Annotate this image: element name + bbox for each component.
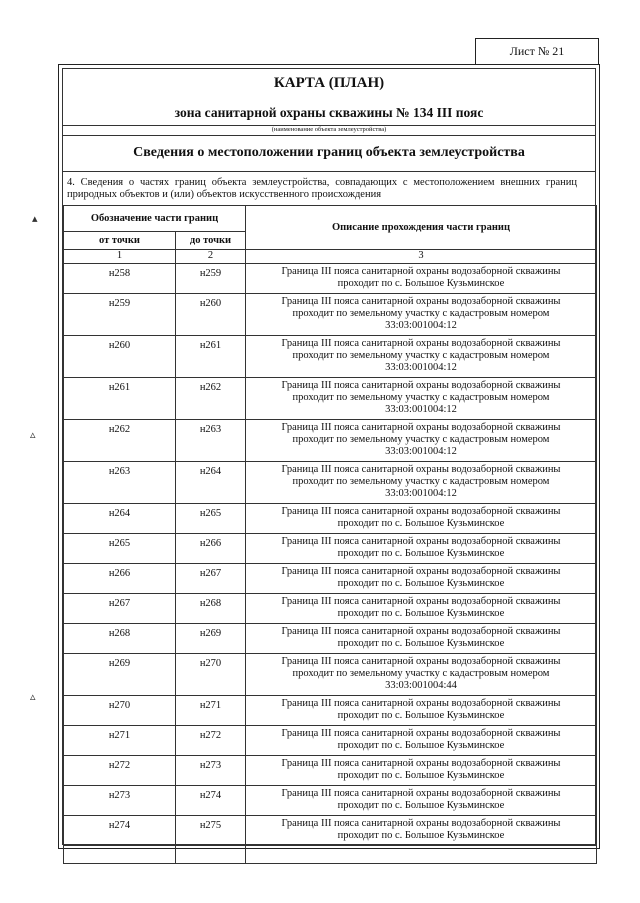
from-point-cell: н268 [64,624,176,654]
column-number: 3 [246,250,597,264]
description-line: проходит по с. Большое Кузьминское [337,638,505,649]
table-row [64,564,597,594]
to-point-cell: н264 [176,462,246,504]
description-line: Граница III пояса санитарной охраны водозаборной скважины [281,656,561,667]
column-number: 2 [176,250,246,264]
description-line: проходит по земельному участку с кадастровым номером [292,668,550,679]
description-line: проходит по с. Большое Кузьминское [337,710,505,721]
description-cell [246,624,597,654]
description-cell [246,564,597,594]
description-cell [246,294,597,336]
from-point-cell: н272 [64,756,176,786]
table-row [64,462,597,504]
description-cell [246,504,597,534]
description-cell [246,264,597,294]
to-point-cell: н259 [176,264,246,294]
empty-cell [246,846,597,864]
description-line: проходит по с. Большое Кузьминское [337,830,505,841]
description-line: Граница III пояса санитарной охраны водозаборной скважины [281,698,561,709]
description-header: Описание прохождения части границ [246,206,597,250]
description-line: проходит по с. Большое Кузьминское [337,800,505,811]
to-point-cell: н270 [176,654,246,696]
table-row [64,696,597,726]
from-point-cell: н262 [64,420,176,462]
description-cell [246,420,597,462]
to-point-cell: н272 [176,726,246,756]
table-row [64,756,597,786]
from-point-cell: н258 [64,264,176,294]
to-point-cell: н261 [176,336,246,378]
description-line: Граница III пояса санитарной охраны водозаборной скважины [281,818,561,829]
scan-mark: ▵ [30,429,36,441]
description-line: проходит по земельному участку с кадастровым номером [292,308,550,319]
description-cell [246,336,597,378]
scan-mark: ▵ [30,691,36,703]
table-row [64,786,597,816]
from-point-cell: н269 [64,654,176,696]
table-row [64,534,597,564]
to-point-cell: н263 [176,420,246,462]
description-line: проходит по земельному участку с кадастровым номером [292,476,550,487]
from-point-cell: н270 [64,696,176,726]
description-line: Граница III пояса санитарной охраны водозаборной скважины [281,338,561,349]
description-line: 33:03:001004:12 [385,362,457,373]
description-line: Граница III пояса санитарной охраны водозаборной скважины [281,380,561,391]
description-line: проходит по с. Большое Кузьминское [337,740,505,751]
description-line: Граница III пояса санитарной охраны водозаборной скважины [281,296,561,307]
description-line: Граница III пояса санитарной охраны водозаборной скважины [281,422,561,433]
group-header: Обозначение части границ [64,206,246,232]
description-line: Граница III пояса санитарной охраны водозаборной скважины [281,788,561,799]
description-line: проходит по с. Большое Кузьминское [337,548,505,559]
divider [63,171,595,172]
from-point-cell: н273 [64,786,176,816]
description-line: проходит по земельному участку с кадастровым номером [292,392,550,403]
description-cell [246,654,597,696]
description-line: проходит по земельному участку с кадастровым номером [292,350,550,361]
description-line: проходит по с. Большое Кузьминское [337,608,505,619]
description-line: Граница III пояса санитарной охраны водозаборной скважины [281,758,561,769]
section-note: 4. Сведения о частях границ объекта землеустройства, совпадающих с местоположением внешних границ природных объектов и (или) объектов искусственного происхождения [67,177,577,200]
column-number: 1 [64,250,176,264]
to-point-cell: н260 [176,294,246,336]
table-row [64,264,597,294]
description-line: 33:03:001004:12 [385,446,457,457]
description-line: проходит по с. Большое Кузьминское [337,518,505,529]
description-line: 33:03:001004:12 [385,404,457,415]
description-line: 33:03:001004:12 [385,320,457,331]
to-point-header: до точки [176,232,246,250]
description-cell [246,786,597,816]
document-frame [58,64,600,849]
table-row [64,420,597,462]
from-point-header: от точки [64,232,176,250]
description-line: Граница III пояса санитарной охраны водозаборной скважины [281,506,561,517]
table-row [64,504,597,534]
description-cell [246,534,597,564]
table-row [64,294,597,336]
document-inner-frame [62,68,596,845]
to-point-cell: н269 [176,624,246,654]
subtitle-caption: (наименование объекта землеустройства) [271,126,387,133]
description-line: Граница III пояса санитарной охраны водозаборной скважины [281,566,561,577]
scan-mark: ▴ [32,213,38,225]
empty-cell [64,846,176,864]
description-cell [246,696,597,726]
description-line: Граница III пояса санитарной охраны водозаборной скважины [281,266,561,277]
description-line: проходит по с. Большое Кузьминское [337,578,505,589]
description-line: Граница III пояса санитарной охраны водозаборной скважины [281,596,561,607]
to-point-cell: н267 [176,564,246,594]
table-row [64,624,597,654]
from-point-cell: н274 [64,816,176,846]
description-line: Граница III пояса санитарной охраны водозаборной скважины [281,626,561,637]
page-subtitle: зона санитарной охраны скважины № 134 III пояс [174,105,484,120]
description-cell [246,816,597,846]
from-point-cell: н271 [64,726,176,756]
from-point-cell: н266 [64,564,176,594]
description-cell [246,726,597,756]
description-line: Граница III пояса санитарной охраны водозаборной скважины [281,464,561,475]
description-line: проходит по земельному участку с кадастровым номером [292,434,550,445]
to-point-cell: н275 [176,816,246,846]
table-row [64,378,597,420]
to-point-cell: н274 [176,786,246,816]
to-point-cell: н268 [176,594,246,624]
description-line: Граница III пояса санитарной охраны водозаборной скважины [281,536,561,547]
description-cell [246,756,597,786]
from-point-cell: н265 [64,534,176,564]
empty-cell [176,846,246,864]
description-line: Граница III пояса санитарной охраны водозаборной скважины [281,728,561,739]
table-row [64,816,597,846]
table-row [64,336,597,378]
to-point-cell: н266 [176,534,246,564]
table-row [64,654,597,696]
from-point-cell: н264 [64,504,176,534]
description-line: 33:03:001004:44 [385,680,457,691]
boundary-table [63,205,597,864]
description-line: проходит по с. Большое Кузьминское [337,770,505,781]
description-cell [246,594,597,624]
page-title: КАРТА (ПЛАН) [273,75,385,91]
description-cell [246,378,597,420]
from-point-cell: н260 [64,336,176,378]
sheet-number [475,38,599,64]
section-title: Сведения о местоположении границ объекта землеустройства [133,145,525,160]
sheet-number-label: Лист № 21 [509,44,565,58]
to-point-cell: н273 [176,756,246,786]
table-row [64,726,597,756]
to-point-cell: н262 [176,378,246,420]
from-point-cell: н263 [64,462,176,504]
from-point-cell: н261 [64,378,176,420]
divider [63,135,595,136]
description-cell [246,462,597,504]
table-row [64,846,597,864]
from-point-cell: н259 [64,294,176,336]
from-point-cell: н267 [64,594,176,624]
to-point-cell: н265 [176,504,246,534]
to-point-cell: н271 [176,696,246,726]
description-line: проходит по с. Большое Кузьминское [337,278,505,289]
description-line: 33:03:001004:12 [385,488,457,499]
table-row [64,594,597,624]
